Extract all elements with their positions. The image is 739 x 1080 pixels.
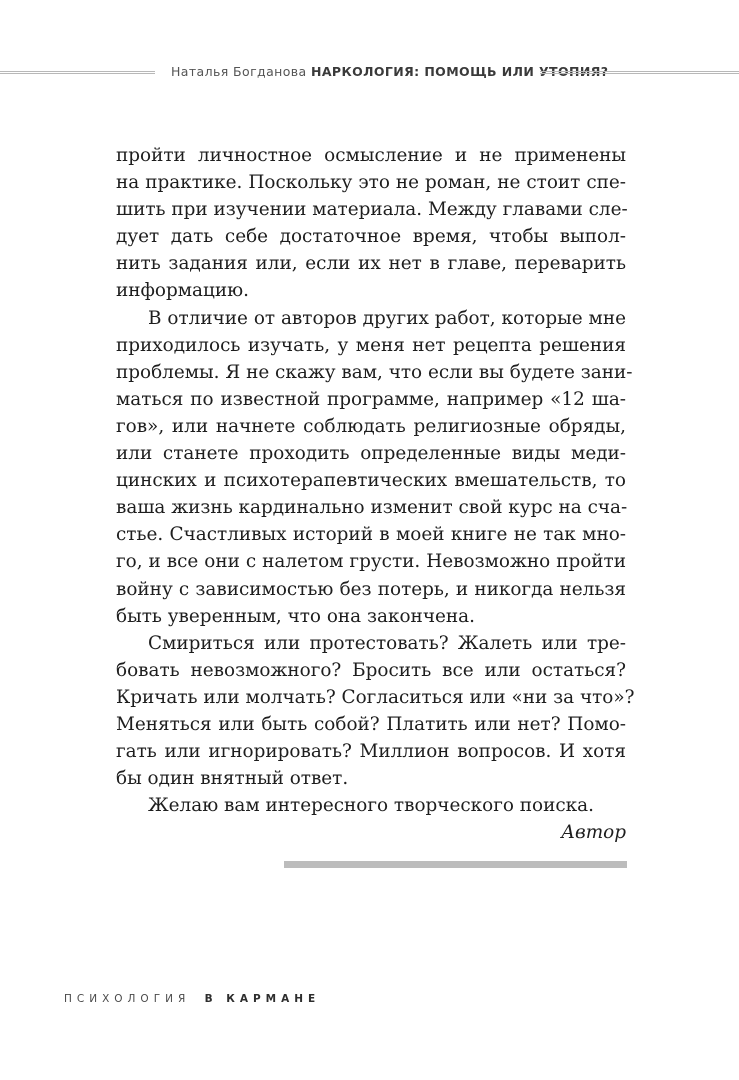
text-line: Желаю вам интересного творческого поиска. bbox=[148, 795, 594, 817]
header-book-title: НАРКОЛОГИЯ: ПОМОЩЬ ИЛИ УТОПИЯ? bbox=[310, 64, 609, 79]
text-line: информацию. bbox=[116, 280, 249, 302]
signature: Автор bbox=[561, 822, 626, 844]
text-line: гов», или начнете соблюдать религиозные обряды, bbox=[116, 415, 626, 437]
text-line: го, и все они с налетом грусти. Невозможно пройти bbox=[116, 551, 626, 573]
text-line: проблемы. Я не скажу вам, что если вы будете зани- bbox=[116, 361, 633, 383]
header-author: Наталья Богданова bbox=[171, 64, 307, 79]
text-line: Смириться или протестовать? Жалеть или тре- bbox=[148, 632, 626, 654]
paragraph-4 bbox=[116, 792, 626, 819]
text-line: Кричать или молчать? Согласиться или «ни за что»? bbox=[116, 686, 635, 708]
main-text bbox=[116, 142, 635, 846]
text-line: или станете проходить определенные виды меди- bbox=[116, 443, 626, 465]
text-line: цинских и психотерапевтических вмешательств, то bbox=[116, 470, 626, 492]
running-header bbox=[0, 62, 739, 82]
text-line: маться по известной программе, например «12 ша- bbox=[116, 388, 626, 410]
text-line: приходилось изучать, у меня нет рецепта решения bbox=[116, 334, 626, 356]
text-line: ваша жизнь кардинально изменит свой курс на сча- bbox=[116, 497, 628, 519]
text-line: на практике. Поскольку это не роман, не стоит спе- bbox=[116, 172, 626, 194]
text-line: гать или игнорировать? Миллион вопросов. И хотя bbox=[116, 741, 626, 763]
text-line: шить при изучении материала. Между главами сле- bbox=[116, 199, 628, 221]
text-line: нить задания или, если их нет в главе, переварить bbox=[116, 253, 626, 275]
series-label-bold: В КАРМАНЕ bbox=[204, 993, 321, 1005]
text-line: В отличие от авторов других работ, которые мне bbox=[148, 307, 626, 329]
paragraph-1 bbox=[116, 142, 626, 305]
paragraph-2 bbox=[116, 305, 633, 630]
header-rule-right bbox=[540, 71, 739, 74]
running-footer bbox=[64, 993, 320, 1005]
paragraph-3 bbox=[116, 630, 635, 793]
text-line: дует дать себе достаточное время, чтобы выпол- bbox=[116, 226, 626, 248]
closing-rule bbox=[284, 861, 627, 868]
series-label: ПСИХОЛОГИЯ bbox=[64, 993, 191, 1005]
text-line: войну с зависимостью без потерь, и никогда нельзя bbox=[116, 578, 626, 600]
text-line: Меняться или быть собой? Платить или нет? Помо- bbox=[116, 713, 626, 735]
text-line: стье. Счастливых историй в моей книге не так мно- bbox=[116, 524, 626, 546]
text-line: пройти личностное осмысление и не применены bbox=[116, 145, 626, 166]
text-line: быть уверенным, что она закончена. bbox=[116, 605, 475, 627]
text-line: бовать невозможного? Бросить все или остаться? bbox=[116, 659, 626, 681]
header-rule-left bbox=[0, 71, 155, 74]
text-line: бы один внятный ответ. bbox=[116, 768, 349, 790]
